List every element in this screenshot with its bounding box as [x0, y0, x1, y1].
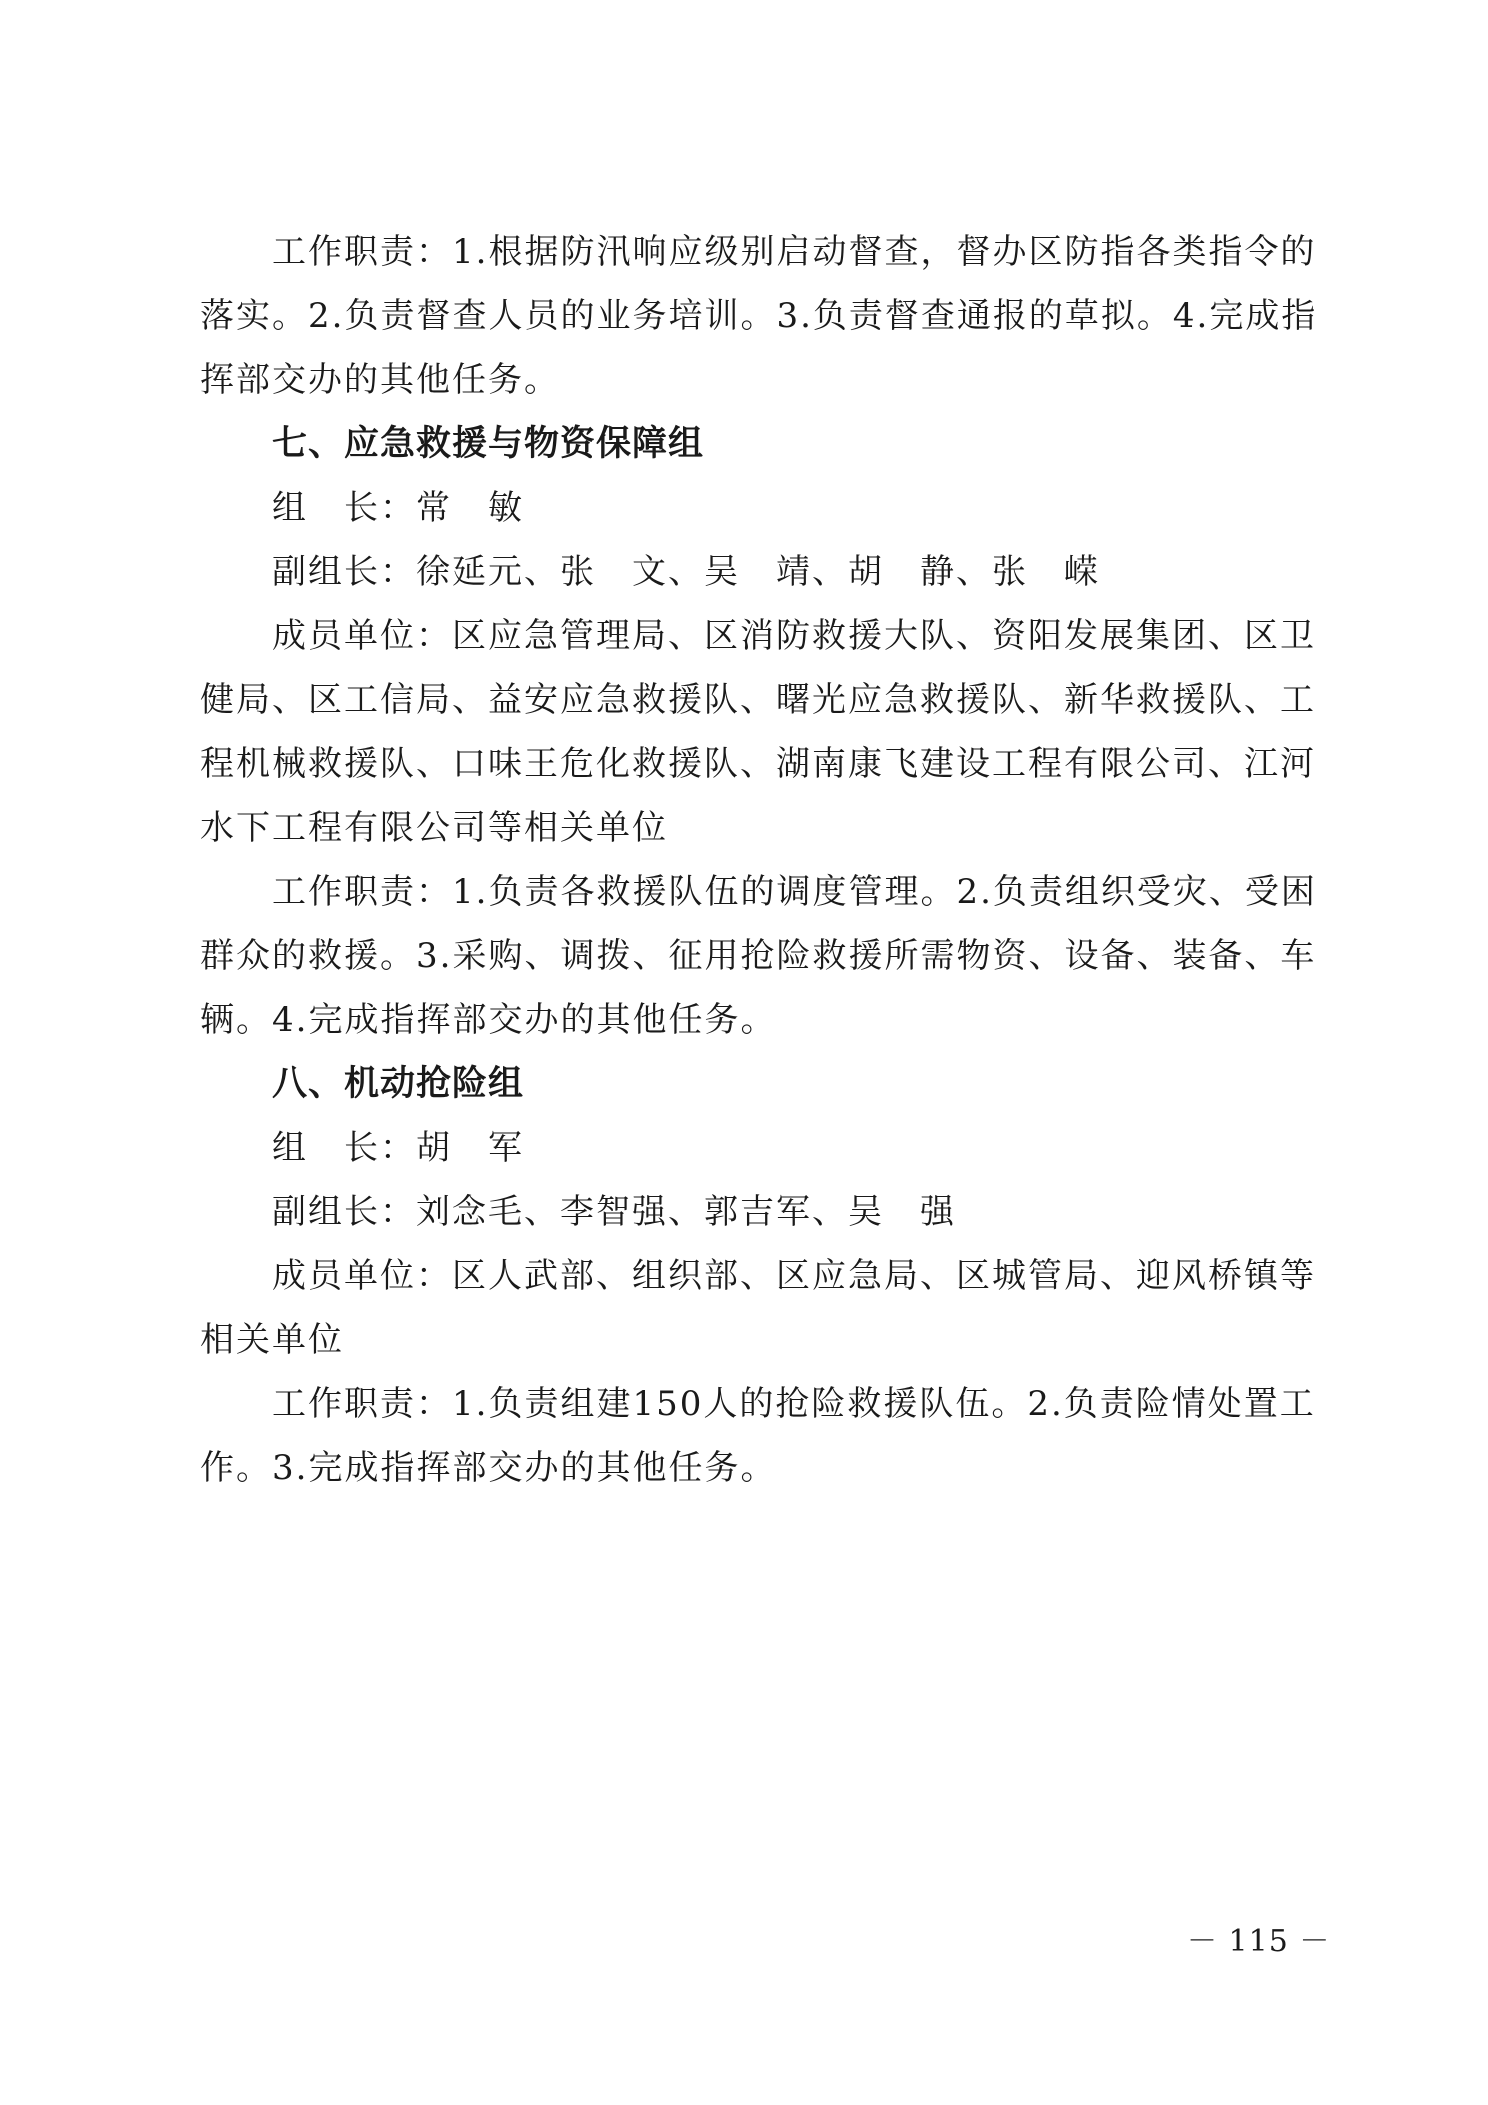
duties-paragraph-line: 作。3.完成指挥部交办的其他任务。 [200, 1448, 777, 1488]
section-heading-mobile-rescue: 八、机动抢险组 [272, 1064, 525, 1104]
duties-paragraph-line: 工作职责：1.负责组建150人的抢险救援队伍。2.负责险情处置工 [272, 1384, 1316, 1424]
duties-paragraph-line: 挥部交办的其他任务。 [200, 360, 560, 400]
member-units-line: 成员单位：区应急管理局、区消防救援大队、资阳发展集团、区卫 [272, 616, 1316, 656]
duties-paragraph-line: 辆。4.完成指挥部交办的其他任务。 [200, 1000, 777, 1040]
duties-paragraph-line: 群众的救援。3.采购、调拨、征用抢险救援所需物资、设备、装备、车 [200, 936, 1317, 976]
member-units-line: 程机械救援队、口味王危化救援队、湖南康飞建设工程有限公司、江河 [200, 744, 1316, 784]
group-leader-line: 组 长：常 敏 [272, 488, 524, 528]
section-heading-emergency-rescue: 七、应急救援与物资保障组 [272, 424, 705, 464]
member-units-line: 健局、区工信局、益安应急救援队、曙光应急救援队、新华救援队、工 [200, 680, 1316, 720]
group-leader-line: 组 长：胡 军 [272, 1128, 524, 1168]
duties-paragraph-line: 工作职责：1.根据防汛响应级别启动督查，督办区防指各类指令的 [272, 232, 1317, 272]
member-units-line: 成员单位：区人武部、组织部、区应急局、区城管局、迎风桥镇等 [272, 1256, 1316, 1296]
deputy-leader-line: 副组长：徐延元、张 文、吴 靖、胡 静、张 嵘 [272, 552, 1100, 592]
deputy-leader-line: 副组长：刘念毛、李智强、郭吉军、吴 强 [272, 1192, 956, 1232]
page-content [200, 220, 1318, 1500]
member-units-line: 水下工程有限公司等相关单位 [200, 808, 668, 848]
member-units-line: 相关单位 [200, 1320, 344, 1360]
page-number: － 115 － [1187, 1924, 1331, 1959]
duties-paragraph-line: 落实。2.负责督查人员的业务培训。3.负责督查通报的草拟。4.完成指 [200, 296, 1318, 336]
duties-paragraph-line: 工作职责：1.负责各救援队伍的调度管理。2.负责组织受灾、受困 [272, 872, 1317, 912]
